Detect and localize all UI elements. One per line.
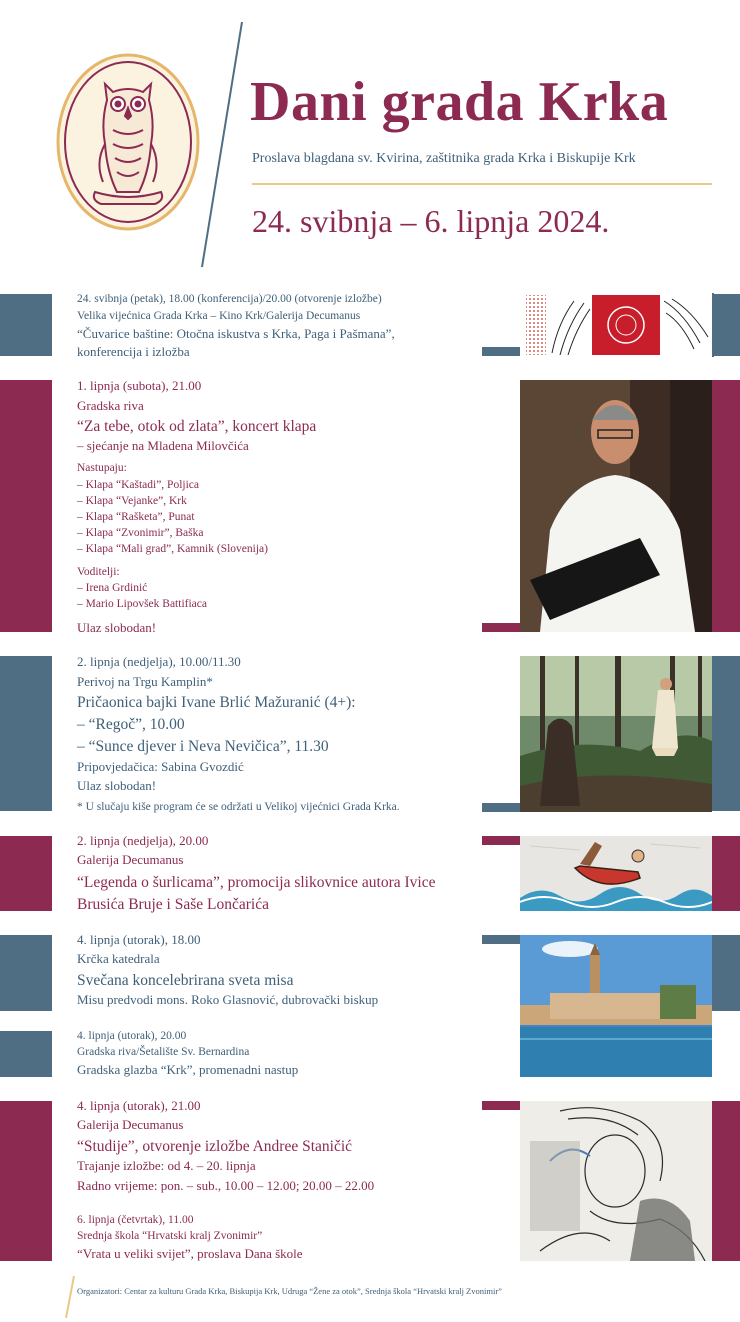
event3-left-bar: [0, 656, 52, 811]
event7-hours: Radno vrijeme: pon. – sub., 10.00 – 12.00; 20.00 – 22.00: [77, 1178, 375, 1193]
event8-date: 6. lipnja (četvrtak), 11.00: [77, 1214, 194, 1226]
event8-title: “Vrata u veliki svijet”, proslava Dana škole: [77, 1246, 303, 1261]
event4-date: 2. lipnja (nedjelja), 20.00: [77, 833, 209, 848]
event1-left-bar: [0, 294, 52, 356]
event1-accent-bar: [482, 347, 520, 356]
event3-date: 2. lipnja (nedjelja), 10.00/11.30: [77, 654, 241, 669]
event7-title: “Studije”, otvorenje izložbe Andree Staničić: [77, 1138, 353, 1155]
event3-title: Pričaonica bajki Ivane Brlić Mažuranić (4+):: [77, 694, 356, 711]
event4-accent-bar: [482, 836, 520, 845]
event3-place: Perivoj na Trgu Kamplin*: [77, 674, 213, 689]
event2-right-bar: [712, 380, 740, 632]
performer-4: – Klapa “Zvonimir”, Baška: [77, 527, 204, 539]
event3-entry: Ulaz slobodan!: [77, 778, 157, 793]
event1-title-cont: konferencija i izložba: [77, 344, 190, 359]
event1-place: Velika vijećnica Grada Krka – Kino Krk/Galerija Decumanus: [77, 310, 361, 322]
event4-right-bar: [712, 836, 740, 911]
event5-title: Svečana koncelebrirana sveta misa: [77, 972, 294, 989]
event4-place: Galerija Decumanus: [77, 852, 184, 867]
event2-title: “Za tebe, otok od zlata”, koncert klapa: [77, 418, 317, 435]
performer-2: – Klapa “Vejanke”, Krk: [77, 495, 187, 507]
page-title: Dani grada Krka: [250, 71, 669, 133]
event4-title-cont: Brusića Bruje i Saše Lončarića: [77, 896, 269, 913]
host-1: – Irena Grdinić: [77, 582, 148, 594]
event5-date: 4. lipnja (utorak), 18.00: [77, 932, 201, 947]
event7-left-bar: [0, 1101, 52, 1261]
event1-date: 24. svibnja (petak), 18.00 (konferencija)/20.00 (otvorenje izložbe): [77, 293, 382, 305]
event1-title: “Čuvarice baštine: Otočna iskustva s Krka, Paga i Pašmana”,: [77, 326, 395, 341]
event5-left-bar: [0, 935, 52, 1011]
footer-slash: [64, 1276, 76, 1318]
event2-subtitle: – sjećanje na Mladena Milovčića: [77, 438, 249, 453]
host-2: – Mario Lipovšek Battifiaca: [77, 598, 207, 610]
forest-photo: [520, 656, 712, 812]
event6-left-bar: [0, 1031, 52, 1077]
event7-duration: Trajanje izložbe: od 4. – 20. lipnja: [77, 1158, 256, 1173]
event-dates: 24. svibnja – 6. lipnja 2024.: [252, 203, 610, 239]
cathedral-photo: [520, 935, 712, 1077]
book-illustration: [520, 836, 712, 911]
performer-5: – Klapa “Mali grad”, Kamnik (Slovenija): [77, 543, 268, 555]
event1-right-bar: [712, 294, 740, 356]
event2-left-bar: [0, 380, 52, 632]
event6-date: 4. lipnja (utorak), 20.00: [77, 1030, 187, 1042]
header-gold-line: [252, 183, 712, 185]
event3-item1: – “Regoč”, 10.00: [77, 716, 185, 733]
event3-narrator: Pripovjedačica: Sabina Gvozdić: [77, 759, 244, 774]
header-divider-line: [198, 22, 248, 267]
event5-right-bar: [712, 935, 740, 1011]
event2-date: 1. lipnja (subota), 21.00: [77, 378, 202, 393]
performers-label: Nastupaju:: [77, 462, 127, 474]
event7-accent-bar: [482, 1101, 520, 1110]
hosts-label: Voditelji:: [77, 566, 120, 578]
event2-entry: Ulaz slobodan!: [77, 620, 157, 635]
event4-left-bar: [0, 836, 52, 911]
sketch-artwork: [520, 1101, 712, 1261]
event1-graphic: [524, 293, 714, 357]
event6-place: Gradska riva/Šetalište Sv. Bernardina: [77, 1046, 250, 1058]
event8-place: Srednja škola “Hrvatski kralj Zvonimir”: [77, 1230, 263, 1242]
event2-place: Gradska riva: [77, 398, 144, 413]
event7-date: 4. lipnja (utorak), 21.00: [77, 1098, 201, 1113]
event6-title: Gradska glazba “Krk”, promenadni nastup: [77, 1062, 299, 1077]
event3-item2: – “Sunce djever i Neva Nevičica”, 11.30: [77, 738, 329, 755]
page-subtitle: Proslava blagdana sv. Kvirina, zaštitnika grada Krka i Biskupije Krk: [252, 151, 636, 166]
event5-desc: Misu predvodi mons. Roko Glasnović, dubrovački biskup: [77, 992, 379, 1007]
event4-title: “Legenda o šurlicama”, promocija slikovnice autora Ivice: [77, 874, 436, 891]
performer-1: – Klapa “Kaštadi”, Poljica: [77, 479, 199, 491]
event3-accent-bar: [482, 803, 520, 812]
event2-accent-bar: [482, 623, 520, 632]
owl-logo: [55, 52, 201, 232]
singer-photo: [520, 380, 712, 632]
performer-3: – Klapa “Rašketa”, Punat: [77, 511, 195, 523]
event7-place: Galerija Decumanus: [77, 1117, 184, 1132]
event5-place: Krčka katedrala: [77, 951, 160, 966]
event5-accent-bar: [482, 935, 520, 944]
event3-right-bar: [712, 656, 740, 811]
footer-organizers: Organizatori: Centar za kulturu Grada Krka, Biskupija Krk, Udruga “Žene za otok”, Srednja škola “Hrvatski kralj Zvonimir”: [77, 1286, 502, 1296]
event3-note: * U slučaju kiše program će se održati u Velikoj vijećnici Grada Krka.: [77, 801, 400, 813]
event7-right-bar: [712, 1101, 740, 1261]
